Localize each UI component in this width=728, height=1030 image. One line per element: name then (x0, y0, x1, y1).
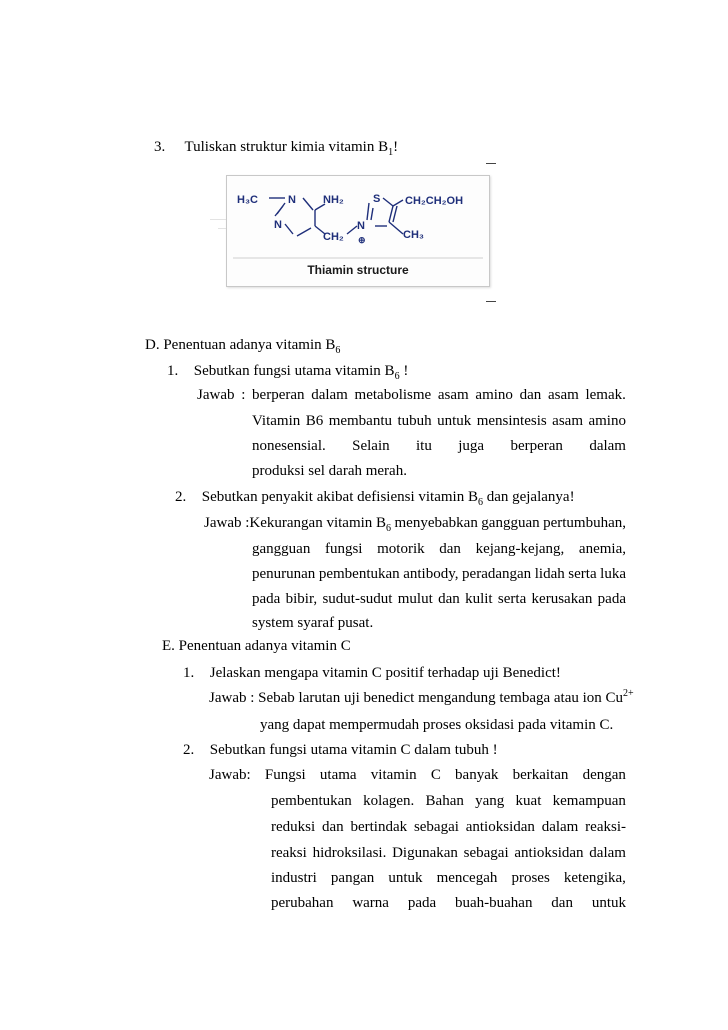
word: banyak (455, 767, 499, 783)
word: buah-buahan (454, 895, 533, 911)
word: amino (588, 413, 626, 429)
d-q1-answer-line2 (252, 412, 626, 430)
word: mulut (397, 591, 433, 607)
word: kulit (465, 591, 493, 607)
d-q1-number: 1. (167, 363, 179, 379)
d-q1-answer-line4: produksi sel darah merah. (252, 463, 407, 479)
word: membantu (328, 413, 393, 429)
word: lidah (534, 566, 565, 582)
d-q2-answer-line2 (252, 540, 626, 558)
word: sebagai (463, 845, 509, 861)
word: dalam (311, 387, 348, 403)
word: dalam (541, 819, 579, 835)
word: metabolisme (354, 387, 432, 403)
d-q1-answer-line1 (197, 386, 626, 404)
word: dalam (589, 845, 626, 861)
word: dan (551, 895, 573, 911)
word: untuk (437, 413, 472, 429)
word: nonesensial. (252, 438, 326, 454)
d-q1-question (167, 362, 408, 380)
word: Jawab: (209, 767, 251, 783)
word: hidroksilasi. (312, 845, 387, 861)
word: yang (475, 793, 505, 809)
corner-mark-top (486, 163, 496, 164)
word: Jawab (197, 387, 235, 403)
e-q2-question (183, 741, 498, 759)
e-q2-answer-line6 (271, 894, 626, 912)
corner-mark-bottom (486, 301, 496, 302)
word: Jawab :Kekurangan vitamin B (204, 515, 387, 531)
q3-text: Tuliskan struktur kimia vitamin B (184, 139, 389, 155)
word: untuk (591, 895, 626, 911)
word: antioksidan (465, 819, 535, 835)
word: asam (547, 387, 579, 403)
e-q1-answer-sup: 2+ (623, 688, 634, 699)
section-e-title: E. Penentuan adanya vitamin C (162, 638, 351, 654)
label-ch3: CH₃ (403, 229, 424, 241)
word: B6 (305, 413, 324, 429)
word: reaksi- (585, 819, 626, 835)
word: fungsi (324, 541, 363, 557)
word: gangguan (481, 515, 540, 531)
word: warna (352, 895, 389, 911)
word: dan (438, 591, 460, 607)
e-q2-answer-line4 (271, 844, 626, 862)
word: mensintesis (476, 413, 547, 429)
q3-number: 3. (154, 139, 166, 155)
word: dalam (589, 438, 626, 454)
word: C (430, 767, 441, 783)
word: untuk (388, 870, 423, 886)
d-q2-answer-line1 (204, 514, 626, 532)
d-q2-answer-line4 (252, 590, 626, 608)
word: pembentukan (318, 566, 400, 582)
word: tubuh (397, 413, 432, 429)
word: bertindak (350, 819, 408, 835)
d-q2-answer-line5: system syaraf pusat. (252, 615, 374, 631)
d-q2-answer-line1-lead (204, 514, 391, 532)
word: mencegah (436, 870, 498, 886)
q3-tail: ! (393, 139, 399, 155)
e-q2-number: 2. (183, 742, 195, 758)
word: pada (252, 591, 281, 607)
label-nh2: NH₂ (323, 194, 344, 206)
word: bibir, (285, 591, 318, 607)
word: kerusakan (531, 591, 593, 607)
word: kejang-kejang, (475, 541, 565, 557)
figure-caption: Thiamin structure (307, 263, 409, 277)
e-q1-answer-line2: yang dapat mempermudah proses oksidasi pada vitamin C. (260, 717, 614, 733)
word: pada (597, 591, 626, 607)
d-q1-tail: ! (399, 363, 409, 379)
word: gangguan (252, 541, 311, 557)
e-q2-text: Sebutkan fungsi utama vitamin C dalam tubuh ! (209, 742, 498, 758)
d-q1-text: Sebutkan fungsi utama vitamin B (193, 363, 395, 379)
d-q1-sub: 6 (394, 371, 400, 382)
word: industri (271, 870, 317, 886)
word: Vitamin (252, 413, 301, 429)
q3-sub: 1 (388, 147, 394, 158)
section-d-title-text: D. Penentuan adanya vitamin B (145, 337, 336, 353)
word: berperan (510, 438, 563, 454)
word: Bahan (425, 793, 464, 809)
word: perubahan (271, 895, 334, 911)
word-sub: 6 (386, 523, 392, 534)
word: juga (458, 438, 485, 454)
word: antioksidan (514, 845, 584, 861)
word: reaksi (271, 845, 307, 861)
word: Fungsi (264, 767, 306, 783)
section-d-title (145, 336, 340, 354)
word: kolagen. (363, 793, 415, 809)
e-q1-text: Jelaskan mengapa vitamin C positif terhadap uji Benedict! (209, 665, 561, 681)
e-q2-answer-line3 (271, 818, 626, 836)
word: reduksi (271, 819, 316, 835)
word: peradangan (462, 566, 532, 582)
d-q2-number: 2. (175, 489, 187, 505)
word: lemak. (585, 387, 626, 403)
d-q2-question (175, 488, 575, 506)
label-n-thiazole: N (357, 220, 365, 232)
label-ch2: CH₂ (323, 231, 344, 243)
d-q2-text: Sebutkan penyakit akibat defisiensi vitamin B (201, 489, 478, 505)
word: motorik (377, 541, 425, 557)
label-s: S (373, 193, 381, 205)
word: berperan (252, 387, 305, 403)
word: pangan (330, 870, 375, 886)
word: luka (600, 566, 626, 582)
word: dan (321, 819, 344, 835)
word: sudut-sudut (322, 591, 393, 607)
word: dan (439, 541, 461, 557)
word: amino (475, 387, 513, 403)
word: ketengika, (563, 870, 626, 886)
word: Selain (352, 438, 390, 454)
word: pembentukan (271, 793, 352, 809)
word: proses (511, 870, 550, 886)
label-h3c: H₃C (237, 194, 258, 206)
word: pada (407, 895, 437, 911)
word: pertumbuhan, (543, 515, 626, 531)
word: dan (519, 387, 542, 403)
e-q2-answer-line1 (209, 766, 626, 784)
word: kuat (515, 793, 542, 809)
word: antibody, (403, 566, 459, 582)
e-q1-answer-line1 (209, 689, 634, 707)
e-q2-answer-line5 (271, 869, 626, 887)
label-n-top: N (288, 194, 296, 206)
label-plus: ⊕ (358, 235, 366, 245)
e-q1-answer-text: Jawab : Sebab larutan uji benedict mengandung tembaga atau ion Cu (209, 690, 624, 706)
word: asam (552, 413, 583, 429)
e-q1-number: 1. (183, 665, 195, 681)
section-d-title-sub: 6 (335, 345, 341, 356)
word: dengan (582, 767, 626, 783)
q3-question (154, 138, 398, 156)
thiamin-structure-figure (226, 175, 490, 287)
word: serta (568, 566, 597, 582)
word: anemia, (578, 541, 626, 557)
e-q1-question (183, 664, 561, 682)
word: penurunan (252, 566, 316, 582)
d-q1-answer-line3 (252, 437, 626, 455)
word: asam (437, 387, 469, 403)
word: : (241, 387, 246, 403)
word: Digunakan (392, 845, 458, 861)
word: vitamin (370, 767, 417, 783)
label-n-bottom: N (274, 219, 282, 231)
word: serta (497, 591, 527, 607)
label-ch2ch2oh: CH₂CH₂OH (405, 195, 464, 207)
word: menyebabkan (394, 515, 478, 531)
d-q2-answer-line3 (252, 565, 626, 583)
d-q2-tail: dan gejalanya! (482, 489, 575, 505)
d-q2-sub: 6 (477, 497, 483, 508)
e-q2-answer-line2 (271, 792, 626, 810)
word: kemampuan (552, 793, 626, 809)
word: itu (416, 438, 432, 454)
word: utama (319, 767, 357, 783)
word: sebagai (413, 819, 459, 835)
word: berkaitan (512, 767, 569, 783)
